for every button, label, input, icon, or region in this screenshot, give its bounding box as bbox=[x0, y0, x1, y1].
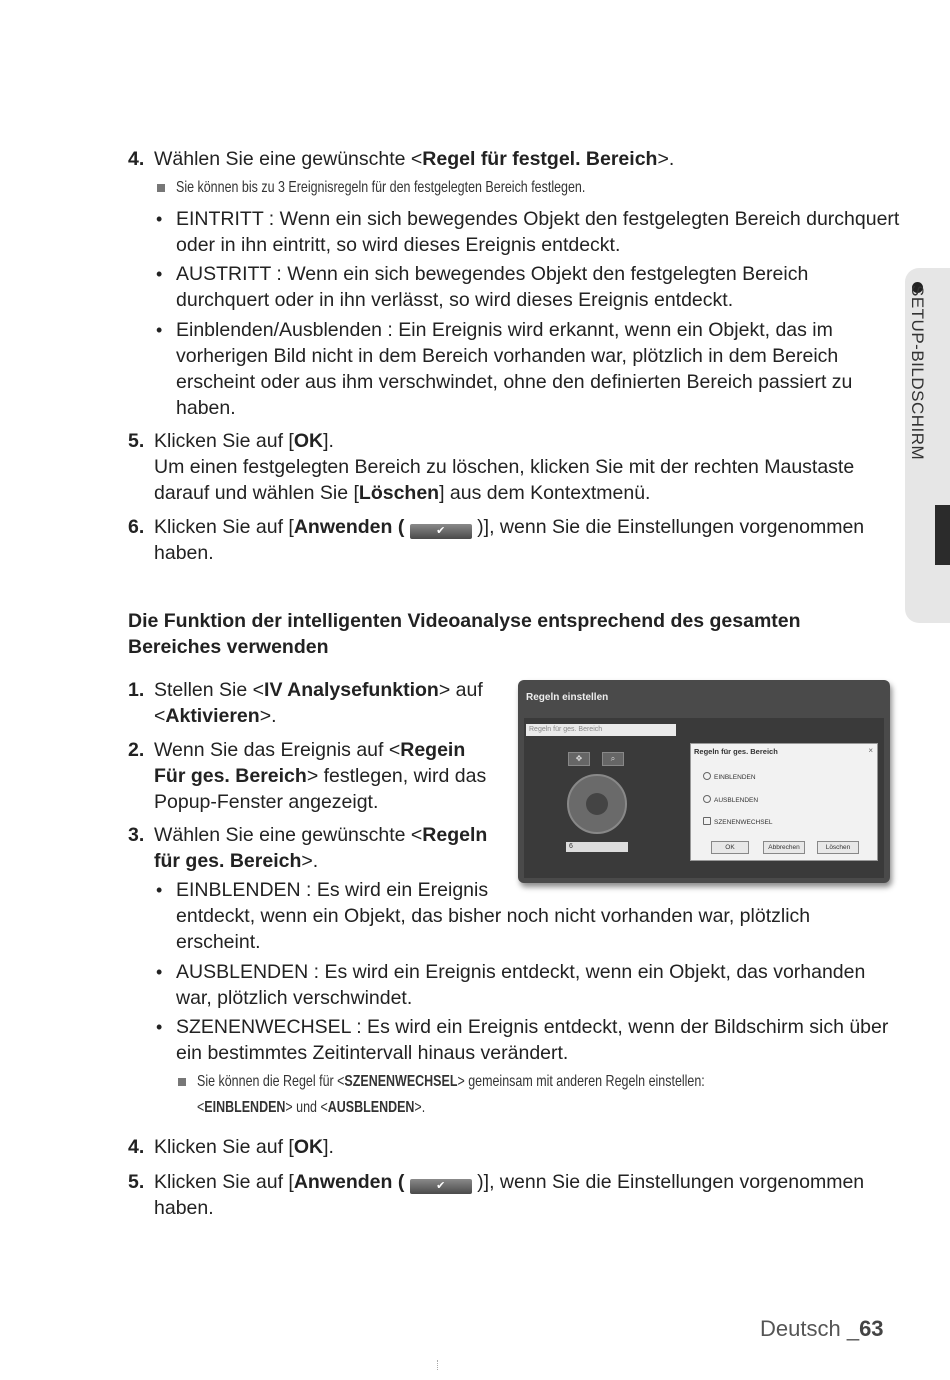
step-number: 1. bbox=[128, 679, 145, 701]
bullet-text: entdeckt, wenn ein Objekt, das bisher noch nicht vorhanden war, plötzlich bbox=[176, 905, 811, 927]
option-radio: EINBLENDEN bbox=[703, 772, 756, 781]
popup-delete-button: Löschen bbox=[817, 841, 859, 854]
step-number: 6. bbox=[128, 516, 145, 538]
fold-mark bbox=[437, 1360, 439, 1370]
rule-select: Regeln für ges. Bereich bbox=[526, 724, 676, 736]
bullet-text: AUSTRITT : Wenn ein sich bewegendes Objekt den festgelegten Bereich bbox=[176, 263, 809, 285]
side-tab-marker bbox=[935, 505, 950, 565]
popup-title: Regeln für ges. Bereich bbox=[694, 747, 778, 756]
apply-button-icon: ✔ bbox=[410, 524, 472, 539]
note-text: Sie können bis zu 3 Ereignisregeln für den festgelegten Bereich festlegen. bbox=[176, 179, 586, 196]
bullet-text: SZENENWECHSEL : Es wird ein Ereignis entdeckt, wenn der Bildschirm sich über bbox=[176, 1016, 889, 1038]
step-text: Popup-Fenster angezeigt. bbox=[154, 791, 379, 813]
step-number: 5. bbox=[128, 1171, 145, 1193]
bullet-icon: • bbox=[156, 1017, 163, 1037]
step-text: darauf und wählen Sie [Löschen] aus dem Kontextmenü. bbox=[154, 482, 651, 504]
step-text: Wählen Sie eine gewünschte <Regeln bbox=[154, 824, 488, 846]
note-text: <EINBLENDEN> und <AUSBLENDEN>. bbox=[197, 1099, 426, 1116]
bullet-text: durchquert oder in ihn verlässt, so wird dieses Ereignis entdeckt. bbox=[176, 289, 734, 311]
note-text: Sie können die Regel für <SZENENWECHSEL> gemeinsam mit anderen Regeln einstellen: bbox=[197, 1073, 705, 1090]
step-text: Stellen Sie <IV Analysefunktion> auf bbox=[154, 679, 483, 701]
note-icon bbox=[178, 1078, 186, 1086]
side-tab-label: SETUP-BILDSCHIRM bbox=[908, 285, 927, 461]
bullet-text: AUSBLENDEN : Es wird ein Ereignis entdeckt, wenn ein Objekt, das vorhanden bbox=[176, 961, 866, 983]
bullet-icon: • bbox=[156, 962, 163, 982]
bullet-text: oder in ihn eintritt, so wird dieses Ereignis entdeckt. bbox=[176, 234, 621, 256]
step-number: 2. bbox=[128, 739, 145, 761]
bullet-text: vorherigen Bild nicht in dem Bereich vorhanden war, plötzlich in dem Bereich bbox=[176, 345, 839, 367]
settings-screenshot bbox=[518, 680, 890, 883]
note-icon bbox=[157, 184, 165, 192]
bullet-text: haben. bbox=[176, 397, 236, 419]
step-text: Wählen Sie eine gewünschte <Regel für festgel. Bereich>. bbox=[154, 148, 675, 170]
step-text: haben. bbox=[154, 1197, 214, 1219]
step-number: 4. bbox=[128, 1136, 145, 1158]
bullet-text: EINBLENDEN : Es wird ein Ereignis bbox=[176, 879, 489, 901]
step-text: Für ges. Bereich> festlegen, wird das bbox=[154, 765, 487, 787]
section-heading: Die Funktion der intelligenten Videoanalyse entsprechend des gesamten bbox=[128, 610, 801, 632]
value-select: 6 bbox=[566, 842, 628, 852]
bullet-text: Einblenden/Ausblenden : Ein Ereignis wird erkannt, wenn ein Objekt, das im bbox=[176, 319, 833, 341]
section-heading: Bereiches verwenden bbox=[128, 636, 329, 658]
screenshot-title: Regeln einstellen bbox=[526, 692, 609, 703]
zoom-icon: ⌕ bbox=[602, 752, 624, 766]
bullet-text: ein bestimmtes Zeitintervall hinaus verändert. bbox=[176, 1042, 569, 1064]
popup-close-icon: × bbox=[868, 746, 873, 755]
apply-button-icon: ✔ bbox=[410, 1179, 472, 1194]
bullet-text: EINTRITT : Wenn ein sich bewegendes Objekt den festgelegten Bereich durchquert bbox=[176, 208, 900, 230]
option-radio: AUSBLENDEN bbox=[703, 795, 758, 804]
bullet-icon: • bbox=[156, 880, 163, 900]
step-number: 5. bbox=[128, 430, 145, 452]
step-text: Klicken Sie auf [OK]. bbox=[154, 1136, 334, 1158]
step-text: Klicken Sie auf [Anwenden ( ✔ )], wenn Sie die Einstellungen vorgenommen bbox=[154, 516, 865, 538]
step-text: haben. bbox=[154, 542, 214, 564]
step-text: <Aktivieren>. bbox=[154, 705, 277, 727]
step-text: Um einen festgelegten Bereich zu löschen, klicken Sie mit der rechten Maustaste bbox=[154, 456, 855, 478]
bullet-text: erscheint oder aus ihm verschwindet, ohne den definierten Bereich passiert zu bbox=[176, 371, 853, 393]
step-text: Klicken Sie auf [Anwenden ( ✔ )], wenn Sie die Einstellungen vorgenommen bbox=[154, 1171, 865, 1193]
move-icon: ✥ bbox=[568, 752, 590, 766]
step-text: Wenn Sie das Ereignis auf <Regein bbox=[154, 739, 466, 761]
popup-ok-button: OK bbox=[711, 841, 749, 854]
bullet-icon: • bbox=[156, 209, 163, 229]
ptz-joystick bbox=[567, 774, 627, 834]
rule-popup bbox=[690, 743, 878, 861]
popup-cancel-button: Abbrechen bbox=[763, 841, 805, 854]
bullet-icon: • bbox=[156, 320, 163, 340]
bullet-text: war, plötzlich verschwindet. bbox=[176, 987, 413, 1009]
step-text: für ges. Bereich>. bbox=[154, 850, 319, 872]
bullet-text: erscheint. bbox=[176, 931, 261, 953]
step-number: 3. bbox=[128, 824, 145, 846]
option-checkbox: SZENENWECHSEL bbox=[703, 817, 773, 826]
step-number: 4. bbox=[128, 148, 145, 170]
page-footer: Deutsch _63 bbox=[760, 1316, 884, 1341]
step-text: Klicken Sie auf [OK]. bbox=[154, 430, 334, 452]
bullet-icon: • bbox=[156, 264, 163, 284]
